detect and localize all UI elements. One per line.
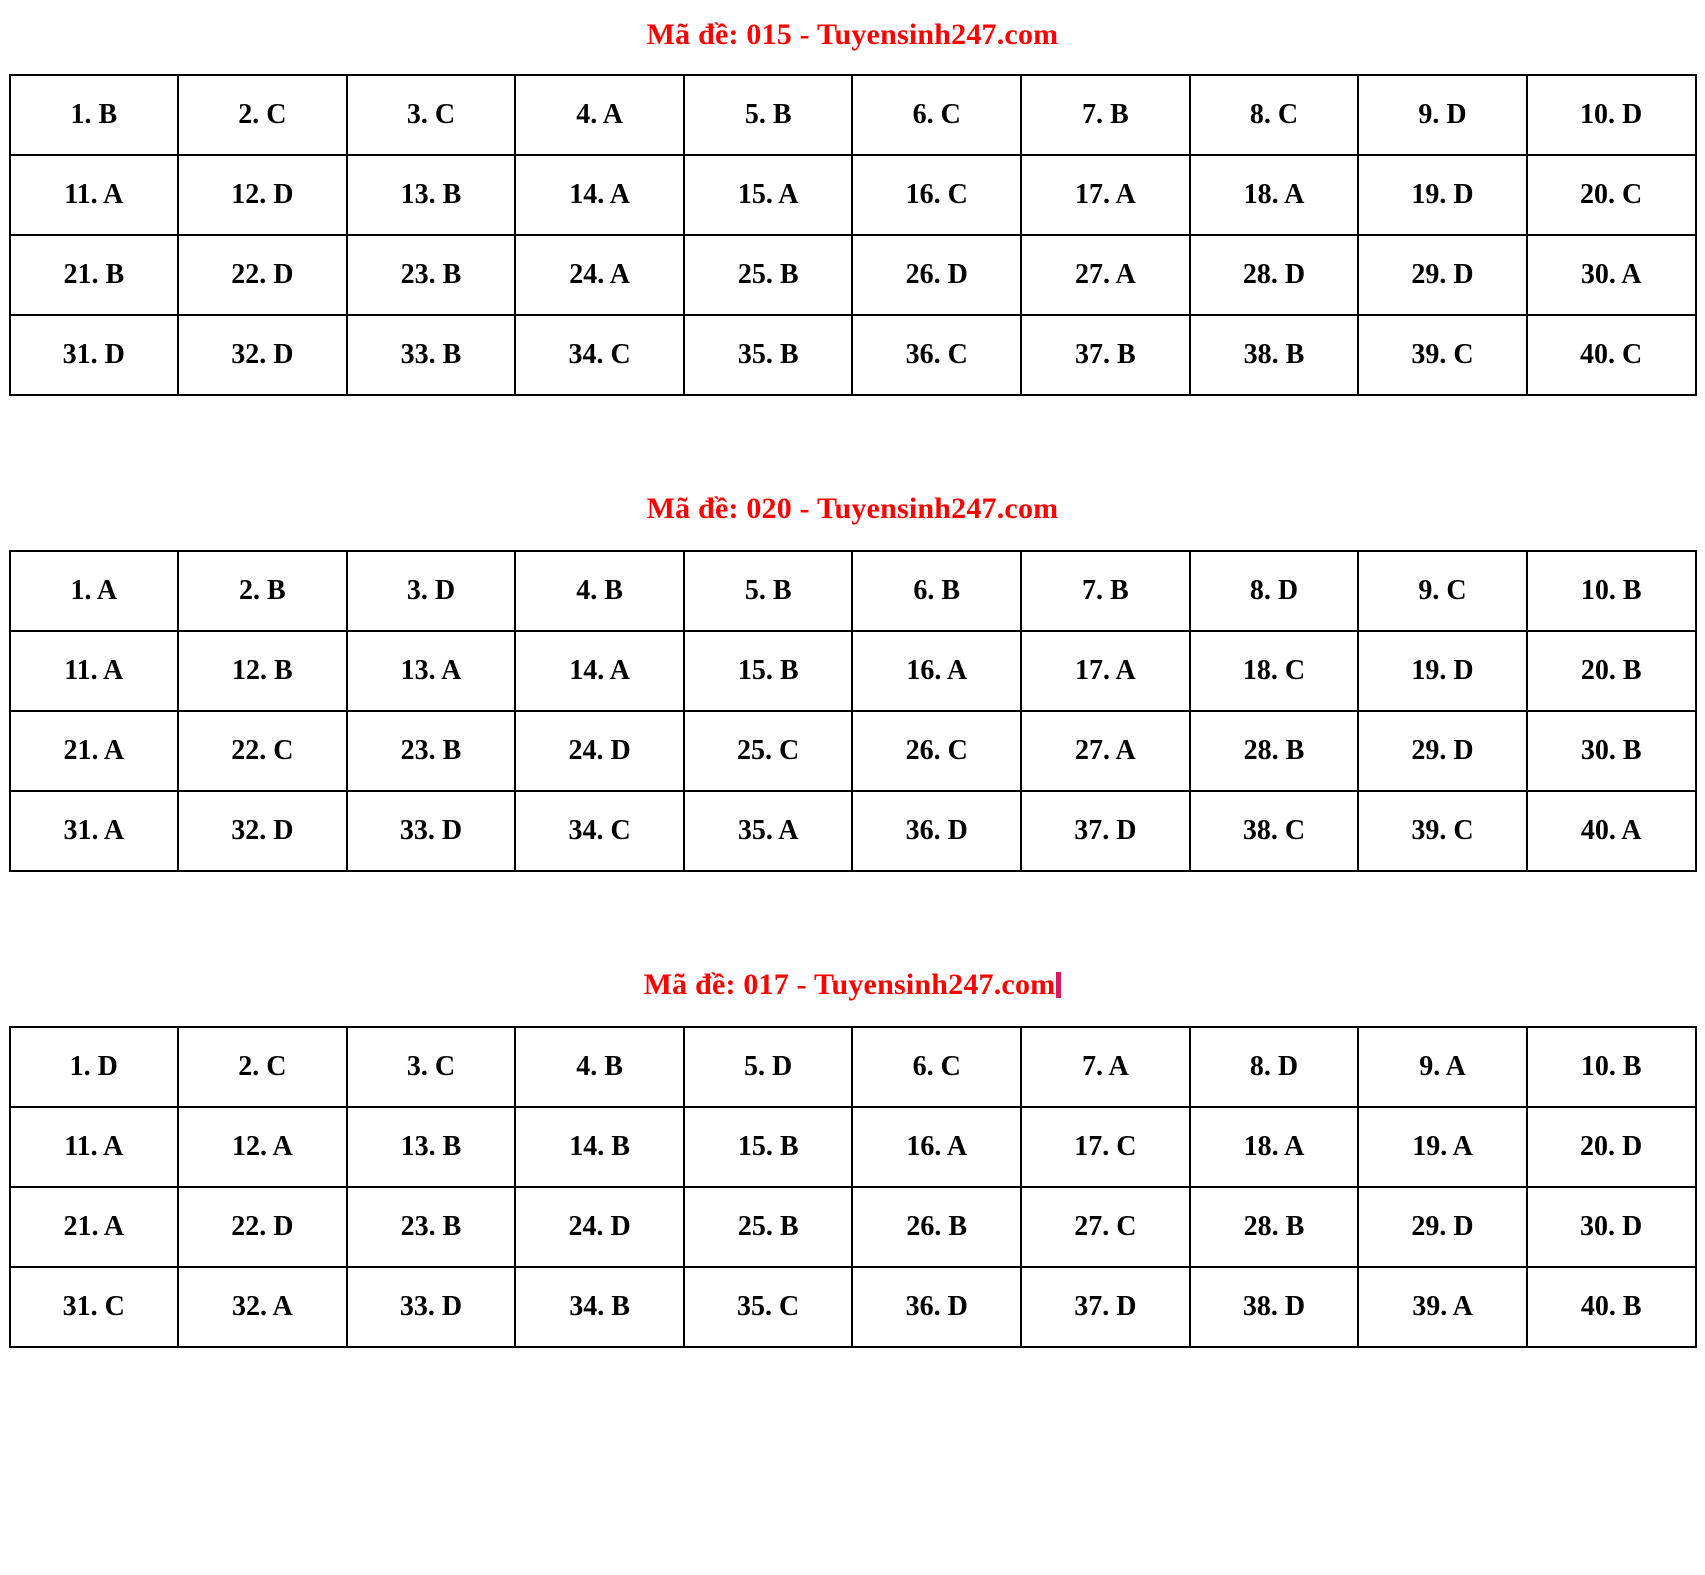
answer-cell: 11. A: [10, 631, 179, 711]
answer-cell: 35. C: [684, 1267, 853, 1347]
answer-cell: 5. B: [684, 75, 853, 155]
answer-cell: 4. B: [515, 551, 684, 631]
answer-cell: 40. A: [1527, 791, 1696, 871]
answer-cell: 32. D: [178, 315, 347, 395]
answer-cell: 10. B: [1527, 551, 1696, 631]
answer-cell: 26. D: [852, 235, 1021, 315]
answer-cell: 4. B: [515, 1027, 684, 1107]
table-row: [10, 235, 1696, 315]
answer-cell: 34. C: [515, 315, 684, 395]
answer-cell: 18. C: [1190, 631, 1359, 711]
answer-cell: 32. D: [178, 791, 347, 871]
answer-cell: 20. B: [1527, 631, 1696, 711]
answer-cell: 9. D: [1358, 75, 1527, 155]
answer-cell: 8. C: [1190, 75, 1359, 155]
answers-table-020: [9, 550, 1697, 872]
answer-cell: 2. C: [178, 75, 347, 155]
answer-cell: 11. A: [10, 155, 179, 235]
answer-cell: 1. D: [10, 1027, 179, 1107]
answer-cell: 28. B: [1190, 1187, 1359, 1267]
answer-cell: 16. A: [852, 631, 1021, 711]
answer-cell: 2. C: [178, 1027, 347, 1107]
answer-cell: 4. A: [515, 75, 684, 155]
answer-cell: 31. A: [10, 791, 179, 871]
answer-cell: 38. C: [1190, 791, 1359, 871]
answer-cell: 6. C: [852, 1027, 1021, 1107]
answer-cell: 7. A: [1021, 1027, 1190, 1107]
answer-cell: 3. C: [347, 1027, 516, 1107]
answers-table-017: [9, 1026, 1697, 1348]
answer-cell: 33. D: [347, 1267, 516, 1347]
answer-cell: 32. A: [178, 1267, 347, 1347]
block-title-017: [0, 872, 1705, 1026]
table-row: [10, 711, 1696, 791]
block-title-020: [0, 396, 1705, 550]
answer-cell: 15. A: [684, 155, 853, 235]
answer-cell: 5. B: [684, 551, 853, 631]
answer-cell: 38. B: [1190, 315, 1359, 395]
answer-cell: 22. D: [178, 1187, 347, 1267]
table-row: [10, 551, 1696, 631]
answer-cell: 7. B: [1021, 551, 1190, 631]
answer-cell: 36. D: [852, 1267, 1021, 1347]
table-row: [10, 1267, 1696, 1347]
answer-cell: 3. D: [347, 551, 516, 631]
answer-cell: 27. C: [1021, 1187, 1190, 1267]
answer-cell: 39. A: [1358, 1267, 1527, 1347]
answer-cell: 13. B: [347, 1107, 516, 1187]
answer-cell: 17. A: [1021, 631, 1190, 711]
answer-cell: 36. D: [852, 791, 1021, 871]
answer-cell: 36. C: [852, 315, 1021, 395]
table-row: [10, 315, 1696, 395]
answer-cell: 20. C: [1527, 155, 1696, 235]
answer-cell: 29. D: [1358, 711, 1527, 791]
answer-cell: 38. D: [1190, 1267, 1359, 1347]
answer-cell: 8. D: [1190, 1027, 1359, 1107]
answer-cell: 26. B: [852, 1187, 1021, 1267]
answer-cell: 24. D: [515, 711, 684, 791]
answer-cell: 8. D: [1190, 551, 1359, 631]
answer-cell: 28. D: [1190, 235, 1359, 315]
answer-cell: 17. A: [1021, 155, 1190, 235]
answer-cell: 14. A: [515, 631, 684, 711]
answer-cell: 13. A: [347, 631, 516, 711]
answer-cell: 3. C: [347, 75, 516, 155]
answer-cell: 10. D: [1527, 75, 1696, 155]
answer-cell: 6. C: [852, 75, 1021, 155]
answer-cell: 25. C: [684, 711, 853, 791]
answer-cell: 14. B: [515, 1107, 684, 1187]
answer-cell: 37. D: [1021, 1267, 1190, 1347]
answer-cell: 22. D: [178, 235, 347, 315]
answer-cell: 5. D: [684, 1027, 853, 1107]
answer-cell: 21. A: [10, 1187, 179, 1267]
answer-cell: 10. B: [1527, 1027, 1696, 1107]
answer-cell: 30. D: [1527, 1187, 1696, 1267]
table-row: [10, 1027, 1696, 1107]
answer-cell: 15. B: [684, 631, 853, 711]
answer-cell: 23. B: [347, 711, 516, 791]
answer-cell: 34. C: [515, 791, 684, 871]
answer-cell: 11. A: [10, 1107, 179, 1187]
block-title-text: Mã đề: 017 - Tuyensinh247.com: [643, 968, 1056, 1001]
answer-cell: 21. B: [10, 235, 179, 315]
answer-cell: 31. D: [10, 315, 179, 395]
answer-cell: 27. A: [1021, 235, 1190, 315]
answer-cell: 18. A: [1190, 1107, 1359, 1187]
answer-cell: 22. C: [178, 711, 347, 791]
answer-cell: 30. B: [1527, 711, 1696, 791]
answer-cell: 16. A: [852, 1107, 1021, 1187]
table-row: [10, 1107, 1696, 1187]
answer-cell: 17. C: [1021, 1107, 1190, 1187]
block-title-text: Mã đề: 015 - Tuyensinh247.com: [646, 18, 1059, 51]
table-row: [10, 155, 1696, 235]
answer-cell: 7. B: [1021, 75, 1190, 155]
answer-cell: 23. B: [347, 235, 516, 315]
answer-cell: 14. A: [515, 155, 684, 235]
answer-cell: 31. C: [10, 1267, 179, 1347]
answer-block-017: [0, 872, 1705, 1348]
answer-cell: 33. B: [347, 315, 516, 395]
answer-cell: 1. B: [10, 75, 179, 155]
block-title-text: Mã đề: 020 - Tuyensinh247.com: [646, 492, 1059, 525]
answer-cell: 40. C: [1527, 315, 1696, 395]
answer-cell: 25. B: [684, 235, 853, 315]
table-row: [10, 75, 1696, 155]
table-row: [10, 791, 1696, 871]
block-title-015: [0, 0, 1705, 74]
answer-cell: 13. B: [347, 155, 516, 235]
answer-cell: 35. B: [684, 315, 853, 395]
answer-block-020: [0, 396, 1705, 872]
answer-cell: 12. B: [178, 631, 347, 711]
answer-cell: 19. A: [1358, 1107, 1527, 1187]
answer-cell: 37. B: [1021, 315, 1190, 395]
answer-cell: 33. D: [347, 791, 516, 871]
answer-cell: 9. A: [1358, 1027, 1527, 1107]
answer-block-015: [0, 0, 1705, 396]
answer-cell: 16. C: [852, 155, 1021, 235]
answer-cell: 1. A: [10, 551, 179, 631]
answer-cell: 24. A: [515, 235, 684, 315]
answer-cell: 30. A: [1527, 235, 1696, 315]
answer-cell: 29. D: [1358, 235, 1527, 315]
text-cursor-caret: [1056, 972, 1061, 998]
answer-cell: 27. A: [1021, 711, 1190, 791]
answer-cell: 6. B: [852, 551, 1021, 631]
table-row: [10, 1187, 1696, 1267]
answer-cell: 20. D: [1527, 1107, 1696, 1187]
answers-table-015: [9, 74, 1697, 396]
answer-cell: 19. D: [1358, 155, 1527, 235]
answer-cell: 40. B: [1527, 1267, 1696, 1347]
answer-cell: 2. B: [178, 551, 347, 631]
answer-cell: 19. D: [1358, 631, 1527, 711]
answer-cell: 12. D: [178, 155, 347, 235]
answer-cell: 12. A: [178, 1107, 347, 1187]
answer-cell: 39. C: [1358, 791, 1527, 871]
answer-cell: 15. B: [684, 1107, 853, 1187]
answer-cell: 28. B: [1190, 711, 1359, 791]
answer-cell: 26. C: [852, 711, 1021, 791]
answer-cell: 18. A: [1190, 155, 1359, 235]
answer-cell: 24. D: [515, 1187, 684, 1267]
answer-cell: 37. D: [1021, 791, 1190, 871]
table-row: [10, 631, 1696, 711]
answer-cell: 21. A: [10, 711, 179, 791]
answer-cell: 25. B: [684, 1187, 853, 1267]
answer-cell: 23. B: [347, 1187, 516, 1267]
answer-cell: 9. C: [1358, 551, 1527, 631]
answer-cell: 39. C: [1358, 315, 1527, 395]
answer-cell: 35. A: [684, 791, 853, 871]
answer-cell: 34. B: [515, 1267, 684, 1347]
answer-cell: 29. D: [1358, 1187, 1527, 1267]
